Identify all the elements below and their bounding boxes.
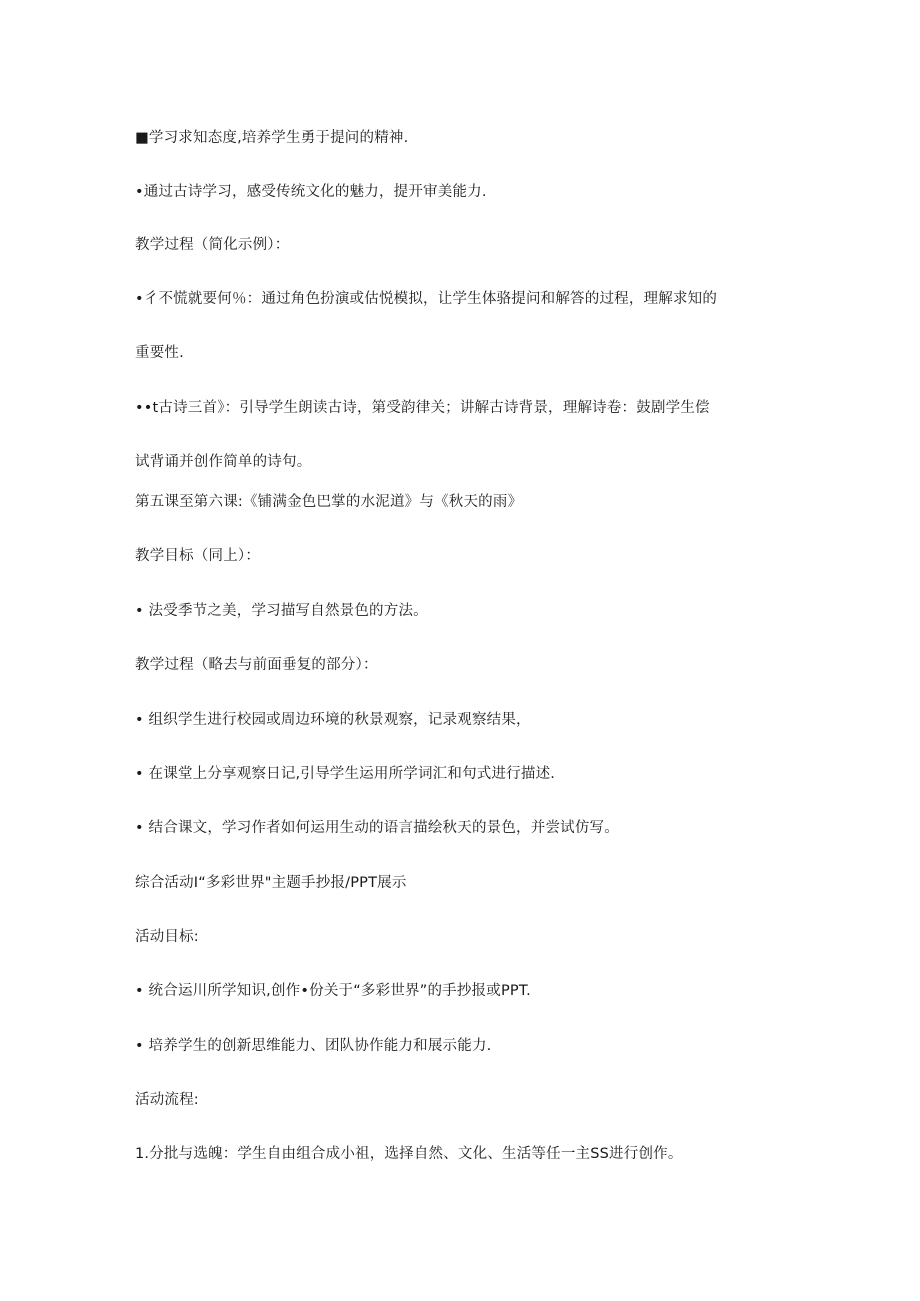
list-item-create-poster: • 统合运川所学知识,创作•份关于“多彩世界”的手抄报或PPT. [135,983,531,999]
heading-comprehensive-activity: 综合活动Ⅰ“多彩世界"主题手抄报/PPT展示 [135,875,407,891]
paragraph-process-poems-cont: 试背诵并创作简单的诗句。 [135,454,312,470]
heading-teaching-goals: 教学目标（同上）： [135,548,261,564]
paragraph-goal-inquiry: ■学习求知态度,培养学生勇于提问的精神. [135,130,409,146]
list-item-skills: • 培养学生的创新思维能力、团队协作能力和展示能力. [135,1038,492,1054]
heading-activity-goals: 活动目标: [135,929,199,945]
list-item-observation: • 组织学生进行校园或周边环境的秋景观察，记录观察结果， [135,712,531,728]
paragraph-goal-poetry: •通过古诗学习，感受传统文化的魅力，提开审美能力. [135,184,487,200]
list-item-imitation: • 结合课文，学习作者如何运用生动的语言描绘秋天的景色，并尝试仿写。 [135,820,619,836]
list-item-seasons: • 法受季节之美，学习描写自然景色的方法。 [135,603,428,619]
paragraph-process-roleplay-cont: 重要性. [135,345,184,361]
paragraph-process-roleplay: •彳不慌就要何％：通过角色扮演或估悦模拟，让学生体骆提问和解答的过程，理解求知的 [135,291,718,307]
list-item-diary: • 在课堂上分享观察日记,引导学生运用所学词汇和句式进行描述. [135,766,556,782]
numbered-step-1: 1.分批与选魄：学生自由组合成小祖，选择自然、文化、生活等任一主SS进行创作。 [135,1146,683,1162]
paragraph-process-poems: ••t古诗三首》：引导学生朗读古诗，第受韵律关；讲解古诗背景，理解诗卷：鼓剧学生偿 [135,400,710,416]
heading-lesson-5-6: 第五课至第六课:《铺满金色巴掌的水泥道》与《秋天的雨》 [135,494,523,510]
heading-activity-flow: 活动流程: [135,1092,199,1108]
heading-teaching-process-2: 教学过程（略去与前面垂复的部分）： [135,657,378,673]
heading-teaching-process: 教学过程（简化示例）： [135,237,290,253]
